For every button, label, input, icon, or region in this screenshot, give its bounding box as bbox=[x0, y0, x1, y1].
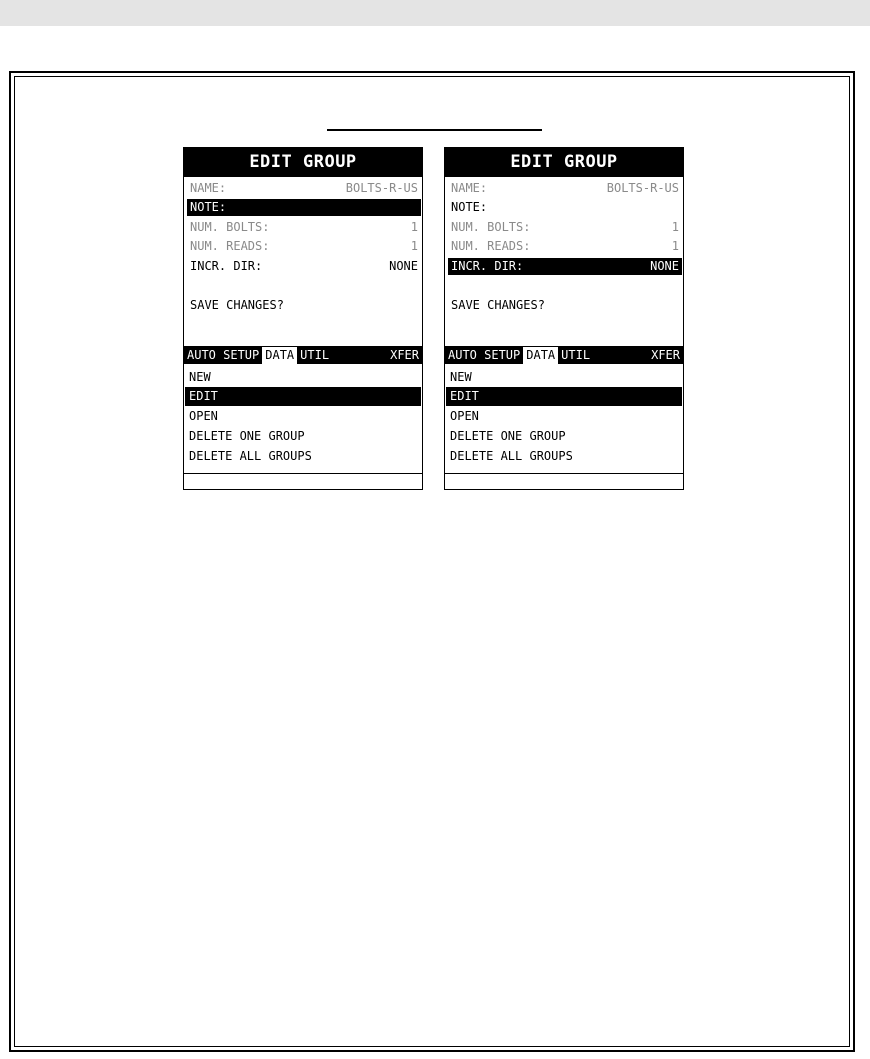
field-value: 1 bbox=[410, 220, 418, 234]
save-changes-prompt[interactable] bbox=[187, 297, 421, 314]
field-label: INCR. DIR: bbox=[451, 259, 524, 273]
menu-item-new[interactable]: NEW bbox=[189, 370, 211, 384]
device-screen-right bbox=[444, 147, 684, 474]
tab-util[interactable]: UTIL bbox=[558, 347, 593, 364]
field-name[interactable] bbox=[187, 180, 421, 197]
tab-data[interactable]: DATA bbox=[262, 347, 297, 364]
field-label: INCR. DIR: bbox=[190, 259, 263, 273]
field-value: 1 bbox=[671, 220, 679, 234]
field-value: 1 bbox=[671, 239, 679, 253]
menu-item-edit[interactable]: EDIT bbox=[446, 387, 682, 406]
menu-item-new[interactable]: NEW bbox=[450, 370, 472, 384]
field-label: NUM. BOLTS: bbox=[451, 220, 531, 234]
menu-item-open[interactable]: OPEN bbox=[189, 409, 218, 423]
save-changes-prompt[interactable] bbox=[448, 297, 682, 314]
menu-item-delete-one-group[interactable]: DELETE ONE GROUP bbox=[189, 429, 305, 443]
tab-bar bbox=[184, 347, 422, 364]
tab-bar bbox=[445, 347, 683, 364]
field-note[interactable] bbox=[448, 199, 682, 216]
field-label: NUM. BOLTS: bbox=[190, 220, 270, 234]
screen-title: EDIT GROUP bbox=[183, 147, 423, 176]
main-menu bbox=[183, 346, 423, 474]
field-name[interactable] bbox=[448, 180, 682, 197]
page-frame-inner bbox=[14, 76, 850, 1047]
menu-item-delete-all-groups[interactable]: DELETE ALL GROUPS bbox=[450, 449, 573, 463]
field-label: NOTE: bbox=[190, 200, 227, 214]
field-value: BOLTS-R-US bbox=[606, 181, 679, 195]
field-label: NUM. READS: bbox=[190, 239, 270, 253]
tab-xfer[interactable]: XFER bbox=[593, 347, 683, 364]
field-note[interactable] bbox=[187, 199, 421, 216]
tab-util[interactable]: UTIL bbox=[297, 347, 332, 364]
field-value: BOLTS-R-US bbox=[345, 181, 418, 195]
field-value: NONE bbox=[389, 259, 418, 273]
screen-title: EDIT GROUP bbox=[444, 147, 684, 176]
field-num-bolts[interactable] bbox=[448, 219, 682, 236]
menu-item-edit[interactable]: EDIT bbox=[185, 387, 421, 406]
field-label: NUM. READS: bbox=[451, 239, 531, 253]
tab-xfer[interactable]: XFER bbox=[332, 347, 422, 364]
tab-auto-setup[interactable]: AUTO SETUP bbox=[445, 347, 523, 364]
field-label: NOTE: bbox=[451, 200, 488, 214]
device-screen-left bbox=[183, 147, 423, 474]
field-label: NAME: bbox=[190, 181, 227, 195]
prompt-label: SAVE CHANGES? bbox=[451, 298, 545, 312]
tab-auto-setup[interactable]: AUTO SETUP bbox=[184, 347, 262, 364]
menu-item-delete-one-group[interactable]: DELETE ONE GROUP bbox=[450, 429, 566, 443]
field-incr-dir[interactable] bbox=[448, 258, 682, 275]
field-num-reads[interactable] bbox=[448, 238, 682, 255]
menu-item-open[interactable]: OPEN bbox=[450, 409, 479, 423]
field-value: 1 bbox=[410, 239, 418, 253]
field-label: NAME: bbox=[451, 181, 488, 195]
main-menu bbox=[444, 346, 684, 474]
menu-item-delete-all-groups[interactable]: DELETE ALL GROUPS bbox=[189, 449, 312, 463]
field-num-reads[interactable] bbox=[187, 238, 421, 255]
field-num-bolts[interactable] bbox=[187, 219, 421, 236]
field-value: NONE bbox=[650, 259, 679, 273]
top-band bbox=[0, 0, 870, 26]
field-incr-dir[interactable] bbox=[187, 258, 421, 275]
heading-underline bbox=[327, 129, 542, 131]
tab-data[interactable]: DATA bbox=[523, 347, 558, 364]
prompt-label: SAVE CHANGES? bbox=[190, 298, 284, 312]
